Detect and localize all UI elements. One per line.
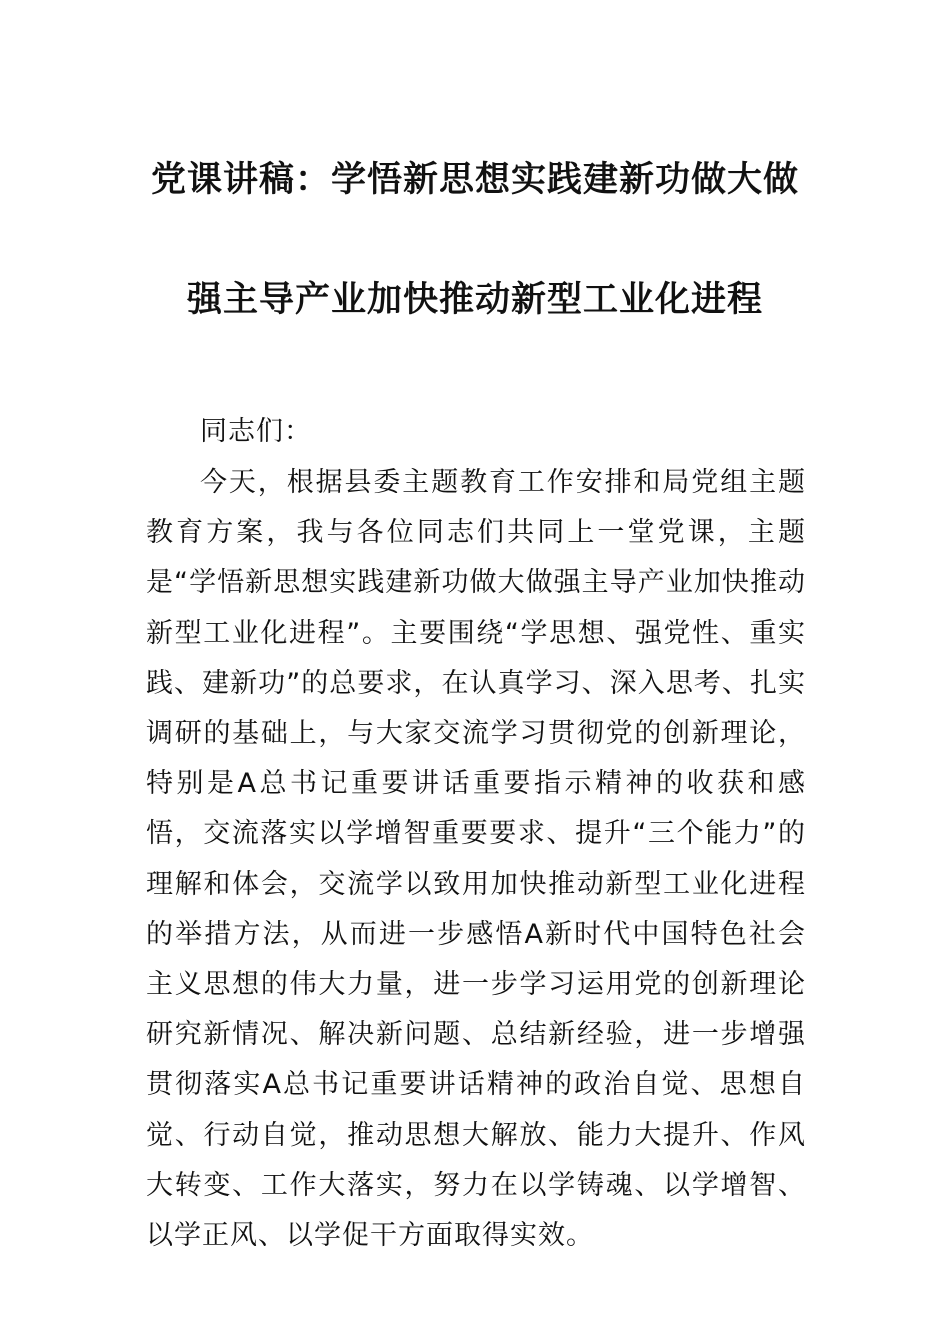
body-paragraph: 今天，根据县委主题教育工作安排和局党组主题教育方案，我与各位同志们共同上一堂党课，主题是“学悟新思想实践建新功做大做强主导产业加快推动新型工业化进程”。主要围绕“学思想、强党性、重实践、建新功”的总要求，在认真学习、深入思考、扎实调研的基础上，与大家交流学习贯彻党的创新理论，特别是A总书记重要讲话重要指示精神的收获和感悟，交流落实以学增智重要要求、提升“三个能力”的理解和体会，交流学以致用加快推动新型工业化进程的举措方法，从而进一步感悟A新时代中国特色社会主义思想的伟大力量，进一步学习运用党的创新理论研究新情况、解决新问题、总结新经验，进一步增强贯彻落实A总书记重要讲话精神的政治自觉、思想自觉、行动自觉，推动思想大解放、能力大提升、作风大转变、工作大落实，努力在以学铸魂、以学增智、以学正风、以学促干方面取得实效。	[146, 467, 806, 1252]
document-title-line-2: 强主导产业加快推动新型工业化进程	[186, 279, 763, 320]
document-title-line-1: 党课讲稿：学悟新思想实践建新功做大做	[150, 159, 799, 200]
salutation: 同志们：	[200, 416, 312, 447]
